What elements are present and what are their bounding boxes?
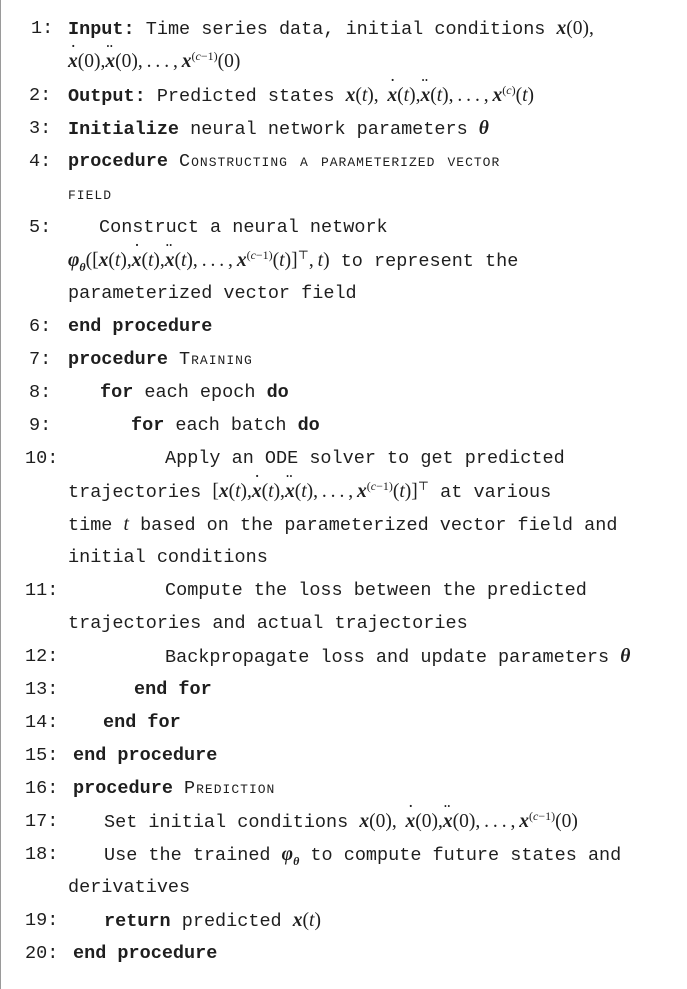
keyword-procedure: procedure — [73, 778, 173, 799]
line-number: 12: — [25, 646, 59, 667]
line-text: to represent the — [340, 251, 519, 272]
line-text: to compute future states and — [310, 845, 622, 866]
algo-line-8 — [100, 382, 289, 403]
algo-line-5: Construct a neural network — [99, 217, 388, 238]
line-text: Predicted states — [156, 86, 335, 107]
algo-line-4 — [68, 151, 500, 172]
algo-line-9 — [131, 415, 320, 436]
line-number: 4: — [29, 151, 52, 172]
keyword-for: for — [100, 382, 134, 403]
line-text: Backpropagate loss and update parameters — [165, 647, 610, 668]
line-number: 20: — [25, 943, 59, 964]
line-text: time — [68, 515, 113, 536]
keyword-end-for: end for — [134, 679, 212, 700]
keyword-do: do — [266, 382, 289, 403]
algo-line-11-cont: trajectories and actual trajectories — [68, 613, 468, 634]
algo-line-18: Use the trained $\varphi_\theta$ to compute future states and — [104, 844, 622, 868]
line-number: 11: — [25, 580, 59, 601]
line-number: 6: — [29, 316, 52, 337]
line-text: Set initial conditions — [104, 812, 349, 833]
procedure-name: Constructing a parameterized vector — [179, 151, 501, 172]
algo-line-1-cont: ˙ x(0),¨ x(0), . . . , $x^{(c-1)}(0)$ — [68, 51, 240, 73]
keyword-return: return — [104, 911, 171, 932]
algo-line-7 — [68, 349, 253, 370]
keyword-initialize: Initialize — [68, 119, 180, 140]
line-number: 16: — [25, 778, 59, 799]
algo-line-1: Input: Time series data, initial conditions x(0), — [68, 18, 594, 40]
algo-line-10-cont2 — [68, 514, 617, 536]
line-number: 2: — [29, 85, 52, 106]
algo-line-16 — [73, 778, 275, 799]
line-number: 15: — [25, 745, 59, 766]
keyword-end-for: end for — [103, 712, 181, 733]
procedure-name: Training — [179, 349, 253, 370]
line-number: 5: — [29, 217, 52, 238]
algo-line-19: return predicted x(t) — [104, 910, 321, 932]
line-number: 10: — [25, 448, 59, 469]
line-text: Time series data, initial conditions — [145, 19, 546, 40]
line-text: trajectories — [68, 482, 202, 503]
algo-line-5-cont2: parameterized vector field — [68, 283, 357, 304]
line-number: 14: — [25, 712, 59, 733]
line-text: each batch — [175, 415, 287, 436]
algo-line-5-cont: $\varphi_\theta([x(t),˙$ x(t),¨ x(t), . . . , $x^{(c-1)}(t)]^⊤$, t) to represent the — [68, 250, 518, 276]
keyword-procedure: procedure — [68, 349, 168, 370]
keyword-input: Input: — [68, 19, 135, 40]
algo-line-10-cont: trajectories [x(t),˙ x(t),¨ x(t), . . . , $x^{(c-1)}(t)]^⊤$ at various — [68, 481, 551, 503]
algo-line-11: Compute the loss between the predicted — [165, 580, 587, 601]
line-number: 13: — [25, 679, 59, 700]
algo-line-2: Output: Predicted states x(t), ˙ x(t),¨ x(t), . . . , $x^{(c)}(t)$ — [68, 85, 534, 107]
math-t: t — [123, 514, 129, 535]
math-theta: θ — [478, 118, 489, 139]
line-text: each epoch — [144, 382, 256, 403]
line-number: 18: — [25, 844, 59, 865]
keyword-end-procedure: end procedure — [73, 943, 218, 964]
line-text: Use the trained — [104, 845, 271, 866]
keyword-end-procedure: end procedure — [73, 745, 218, 766]
algo-line-10: Apply an ODE solver to get predicted — [165, 448, 565, 469]
procedure-name-cont: field — [68, 184, 113, 205]
algo-line-17: Set initial conditions x(0), ˙ x(0),¨ x(0), . . . , $x^{(c-1)}(0)$ — [104, 811, 578, 833]
line-number: 7: — [29, 349, 52, 370]
line-text: based on the parameterized vector field and — [140, 515, 618, 536]
keyword-end-procedure: end procedure — [68, 316, 213, 337]
keyword-for: for — [131, 415, 165, 436]
line-text: predicted — [181, 911, 282, 932]
algo-line-12 — [165, 646, 630, 668]
algo-line-3 — [68, 118, 489, 140]
keyword-output: Output: — [68, 86, 146, 107]
keyword-procedure: procedure — [68, 151, 168, 172]
line-number: 17: — [25, 811, 59, 832]
line-number: 1: — [31, 18, 54, 39]
math-theta: θ — [620, 646, 631, 667]
algo-line-18-cont: derivatives — [68, 877, 191, 898]
math-x0: x — [556, 18, 567, 39]
line-number: 3: — [29, 118, 52, 139]
line-number: 19: — [25, 910, 59, 931]
algo-line-10-cont3: initial conditions — [68, 547, 268, 568]
line-number: 9: — [29, 415, 52, 436]
procedure-name: Prediction — [184, 778, 276, 799]
keyword-do: do — [297, 415, 320, 436]
line-text: at various — [440, 482, 552, 503]
line-text: neural network parameters — [190, 119, 468, 140]
line-number: 8: — [29, 382, 52, 403]
